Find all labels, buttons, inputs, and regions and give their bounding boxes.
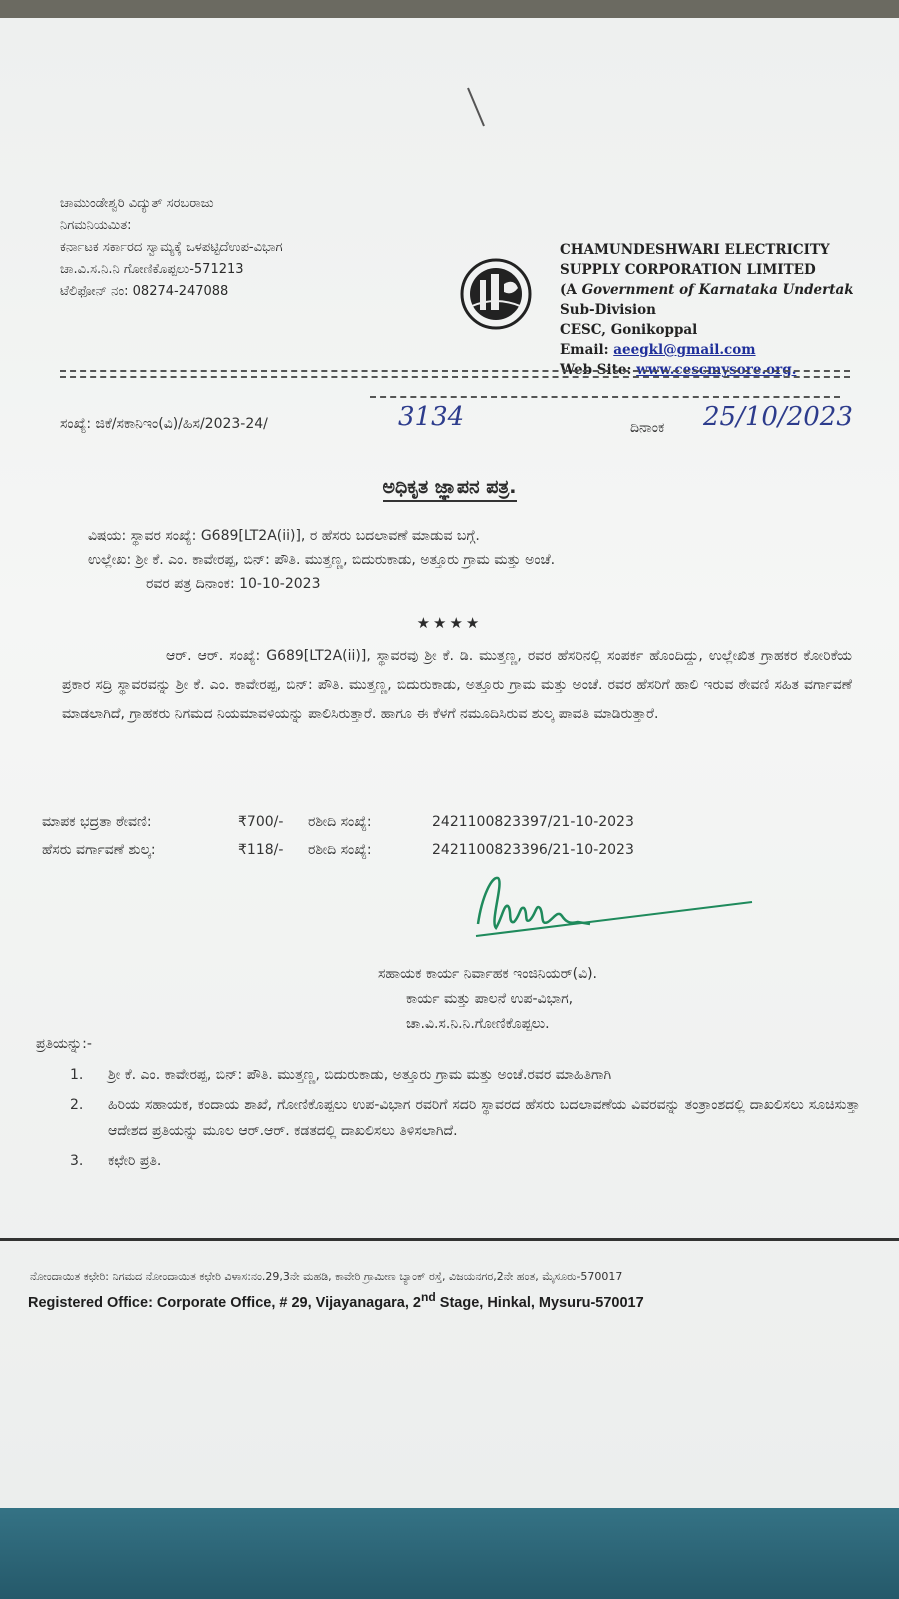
fee-row: [42, 836, 634, 864]
email-line: [560, 340, 854, 360]
reference-label: ಸಂಖ್ಯೆ: ಜಿಕೆ/ಸಕಾನಿಇಂ(ವಿ)/ಹಿಸ/2023-24/: [60, 416, 268, 432]
receipt-label: ರಶೀದಿ ಸಂಖ್ಯೆ:: [308, 814, 372, 830]
subject-block: [88, 524, 848, 596]
list-item: [70, 1092, 860, 1144]
list-item-number: 3.: [70, 1153, 84, 1169]
fee-amount: ₹118/-: [238, 842, 284, 858]
footer-divider: [0, 1238, 899, 1241]
gov-text: Government of Karnataka Undertak: [581, 282, 854, 298]
divider-rule: [370, 396, 840, 398]
date-label: ದಿನಾಂಕ: [630, 420, 665, 436]
letter-page: [0, 18, 899, 1508]
fee-row: [42, 808, 634, 836]
list-item-text: ಕಛೇರಿ ಪ್ರತಿ.: [108, 1153, 162, 1169]
gov-prefix: (A: [560, 282, 582, 298]
sub-division-line: Sub-Division: [560, 302, 656, 318]
email-label: Email:: [560, 342, 614, 358]
copies-list: [70, 1062, 860, 1178]
receipt-number: 2421100823397/21-10-2023: [432, 814, 634, 830]
reference-line: ಉಲ್ಲೇಖ: ಶ್ರೀ ಕೆ. ಎಂ. ಕಾವೇರಪ್ಪ, ಬಿನ್: ಪೌತಿ. ಮುತ್ತಣ್ಣ, ಬಿದುರುಕಾಡು, ಅತ್ತೂರು ಗ್ರಾಮ ಮತ್ತು ಅಂಚೆ.: [88, 552, 556, 568]
document-title-text: ಅಧಿಕೃತ ಜ್ಞಾಪನ ಪತ್ರ.: [383, 476, 517, 502]
fee-label: ಮಾಪಕ ಭದ್ರತಾ ಠೇವಣಿ:: [42, 814, 152, 830]
separator-stars: ★★★★: [416, 614, 483, 632]
footer-kannada-address: ನೋಂದಾಯಿತ ಕಛೇರಿ: ನಿಗಮದ ನೋಂದಾಯಿತ ಕಛೇರಿ ವಿಳಾಸ:ನಂ.29,3ನೇ ಮಹಡಿ, ಕಾವೇರಿ ಗ್ರಾಮೀಣ ಬ್ಯಾಂಕ್ ರಸ್ತೆ, ವಿಜಯನಗರ,2ನೇ ಹಂತ, ಮೈಸೂರು-570017: [30, 1270, 623, 1283]
handwritten-reference-number: 3134: [398, 402, 465, 432]
footer-english-address: [28, 1290, 644, 1311]
copies-header: ಪ್ರತಿಯನ್ನು:-: [36, 1036, 92, 1052]
signatory-office: ಕಾರ್ಯ ಮತ್ತು ಪಾಲನೆ ಉಪ-ವಿಭಾಗ,: [406, 991, 574, 1007]
signatory-block: [378, 962, 597, 1037]
list-item-text: ಹಿರಿಯ ಸಹಾಯಕ, ಕಂದಾಯ ಶಾಖೆ, ಗೋಣಿಕೊಪ್ಪಲು ಉಪ-ವಿಭಾಗ ರವರಿಗೆ ಸದರಿ ಸ್ಥಾವರದ ಹೆಸರು ಬದಲಾವಣೆಯ ವಿವರವನ್ನು ತಂತ್ರಾಂಶದಲ್ಲಿ ದಾಖಲಿಸಲು ಸೂಚಿಸುತ್ತಾ ಆದೇಶದ ಪ್ರತಿಯನ್ನು ಮೂಲ ಆರ್.ಆರ್. ಕಡತದಲ್ಲಿ ದಾಖಲಿಸಲು ತಿಳಿಸಲಾಗಿದೆ.: [108, 1097, 860, 1139]
divider-rule: [60, 370, 850, 372]
list-item-number: 2.: [70, 1097, 84, 1113]
cesc-logo: [458, 248, 534, 340]
pen-stroke-mark: [466, 86, 486, 130]
kn-header-line: ಚಾಮುಂಡೇಶ್ವರಿ ವಿದ್ಯುತ್ ಸರಬರಾಜು: [60, 196, 214, 211]
footer-address-part: Stage, Hinkal, Mysuru-570017: [435, 1294, 644, 1311]
footer-address-part: Registered Office: Corporate Office, # 29, Vijayanagara, 2: [28, 1294, 421, 1311]
gov-undertaking-line: [560, 280, 854, 300]
divider-rule: [60, 376, 850, 378]
company-name-line1: CHAMUNDESHWARI ELECTRICITY: [560, 242, 830, 258]
website-link[interactable]: www.cescmysore.org.: [636, 362, 797, 378]
reference-date-line: ರವರ ಪತ್ರ ದಿನಾಂಕ: 10-10-2023: [146, 576, 321, 592]
list-item-number: 1.: [70, 1067, 84, 1083]
kn-header-line: ಕರ್ನಾಟಕ ಸರ್ಕಾರದ ಸ್ವಾಮ್ಯಕ್ಕೆ ಒಳಪಟ್ಟಿದೆಉಪ-ವಿಭಾಗ: [60, 240, 283, 255]
kannada-header: [60, 193, 283, 303]
subject-line: ವಿಷಯ: ಸ್ಥಾವರ ಸಂಖ್ಯೆ: G689[LT2A(ii)], ರ ಹೆಸರು ಬದಲಾವಣೆ ಮಾಡುವ ಬಗ್ಗೆ.: [88, 528, 480, 544]
receipt-number: 2421100823396/21-10-2023: [432, 842, 634, 858]
list-item: [70, 1062, 860, 1088]
website-label: Web Site:: [560, 362, 637, 378]
footer-address-sup: nd: [421, 1290, 436, 1304]
english-header: [560, 240, 854, 380]
kn-header-line: ಟೆಲಿಫೋನ್ ನಂ: 08274-247088: [60, 284, 229, 299]
company-name-line2: SUPPLY CORPORATION LIMITED: [560, 262, 816, 278]
kn-header-line: ನಿಗಮನಿಯಮಿತ:: [60, 218, 132, 233]
body-paragraph: ಆರ್. ಆರ್. ಸಂಖ್ಯೆ: G689[LT2A(ii)], ಸ್ಥಾವರವು ಶ್ರೀ ಕೆ. ಡಿ. ಮುತ್ತಣ್ಣ, ರವರ ಹೆಸರಿನಲ್ಲಿ ಸಂಪರ್ಕ ಹೊಂದಿದ್ದು, ಉಲ್ಲೇಖಿತ ಗ್ರಾಹಕರ ಕೋರಿಕೆಯ ಪ್ರಕಾರ ಸದ್ರಿ ಸ್ಥಾವರವನ್ನು ಶ್ರೀ ಕೆ. ಎಂ. ಕಾವೇರಪ್ಪ, ಬಿನ್: ಪೌತಿ. ಮುತ್ತಣ್ಣ, ಬಿದುರುಕಾಡು, ಅತ್ತೂರು ಗ್ರಾಮ ಮತ್ತು ಅಂಚೆ. ರವರ ಹೆಸರಿಗೆ ಹಾಲಿ ಇರುವ ಠೇವಣಿ ಸಹಿತ ವರ್ಗಾವಣೆ ಮಾಡಲಾಗಿದೆ, ಗ್ರಾಹಕರು ನಿಗಮದ ನಿಯಮಾವಳಿಯನ್ನು ಪಾಲಿಸಿರುತ್ತಾರೆ. ಹಾಗೂ ಈ ಕೆಳಗೆ ನಮೂದಿಸಿರುವ ಶುಲ್ಕ ಪಾವತಿ ಮಾಡಿರುತ್ತಾರೆ.: [62, 648, 852, 722]
fee-amount: ₹700/-: [238, 814, 284, 830]
signatory-location: ಚಾ.ವಿ.ಸ.ನಿ.ನಿ.ಗೋಣಿಕೊಪ್ಪಲು.: [406, 1016, 550, 1032]
list-item-text: ಶ್ರೀ ಕೆ. ಎಂ. ಕಾವೇರಪ್ಪ, ಬಿನ್: ಪೌತಿ. ಮುತ್ತಣ್ಣ, ಬಿದುರುಕಾಡು, ಅತ್ತೂರು ಗ್ರಾಮ ಮತ್ತು ಅಂಚೆ.ರವರ ಮಾಹಿತಿಗಾಗಿ: [108, 1067, 612, 1083]
signatory-title: ಸಹಾಯಕ ಕಾರ್ಯ ನಿರ್ವಾಹಕ ಇಂಜಿನಿಯರ್(ವಿ).: [378, 966, 598, 982]
fees-block: [42, 808, 634, 864]
kn-header-line: ಚಾ.ವಿ.ಸ.ನಿ.ನಿ ಗೋಣಿಕೊಪ್ಪಲು-571213: [60, 262, 244, 277]
signature: [470, 866, 760, 946]
office-location-line: CESC, Gonikoppal: [560, 322, 698, 338]
receipt-label: ರಶೀದಿ ಸಂಖ್ಯೆ:: [308, 842, 372, 858]
fee-label: ಹೆಸರು ವರ್ಗಾವಣೆ ಶುಲ್ಕ:: [42, 842, 156, 858]
handwritten-date: 25/10/2023: [703, 402, 853, 432]
document-title: [0, 476, 899, 498]
list-item: [70, 1148, 860, 1174]
email-link[interactable]: aeegkl@gmail.com: [613, 342, 756, 358]
